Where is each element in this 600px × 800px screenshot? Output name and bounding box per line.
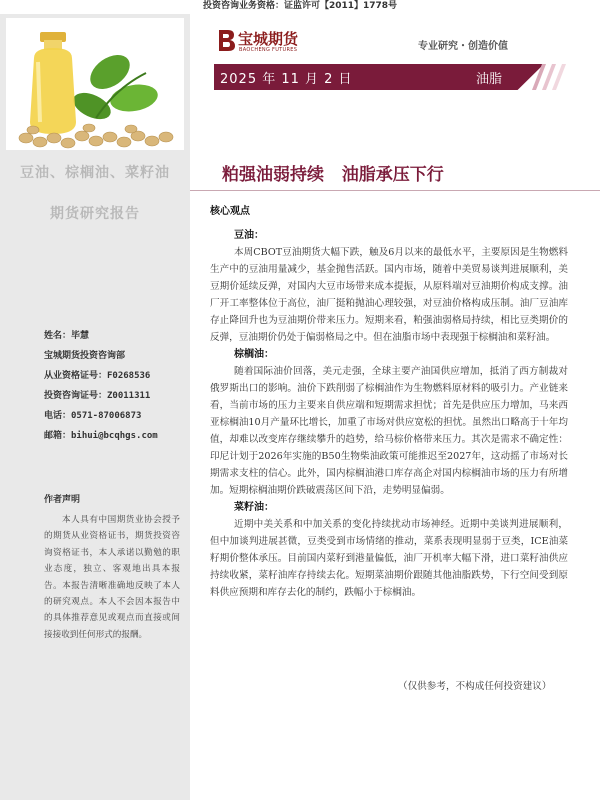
headline-divider xyxy=(190,190,600,191)
report-category-title: 豆油、棕榈油、菜籽油 xyxy=(20,165,170,181)
report-type-title: 期货研究报告 xyxy=(50,206,140,222)
analyst-email: 邮箱：bihui@bcqhgs.com xyxy=(44,431,158,441)
report-sector: 油脂 xyxy=(476,72,503,87)
declaration-title: 作者声明 xyxy=(44,495,81,505)
brand-logo xyxy=(216,27,326,57)
analyst-qualification-number: 从业资格证号：F0268536 xyxy=(44,371,151,381)
disclaimer: （仅供参考，不构成任何投资建议） xyxy=(398,681,552,692)
rapeseed-oil-body: 近期中美关系和中加关系的变化持续扰动市场神经。近期中美谈判进展顺利，但中加谈判进展甚微，豆类受到市场情绪的推动，菜系表现明显弱于豆类，ICE油菜籽期价整体承压。目前国内菜籽到港量偏低，油厂开机率大幅下滑，进口菜籽油供应持续收紧，菜籽油库存持续去化。短期菜油期价跟随其他油脂跌势，下行空间受到原料供应预期和库存去化的制约，跌幅小于棕榈油。 xyxy=(210,519,568,598)
analyst-phone: 电话：0571-87006873 xyxy=(44,411,142,421)
logo-mark-icon xyxy=(216,28,236,52)
analyst-consulting-number: 投资咨询证号：Z0011311 xyxy=(44,391,151,401)
report-headline: 粕强油弱持续 油脂承压下行 xyxy=(222,165,444,185)
report-date: 2025 年 11 月 2 日 xyxy=(220,72,353,87)
banner-stripes xyxy=(530,64,570,90)
rapeseed-oil-heading: 菜籽油： xyxy=(234,502,274,513)
core-view-label: 核心观点 xyxy=(210,206,250,217)
soybean-oil-body: 本周CBOT豆油期货大幅下跌，触及6月以来的最低水平，主要原因是生物燃料生产中的豆油用量减少，基金抛售活跃。国内市场，随着中美贸易谈判进展顺利，美豆期价延续反弹，对国内大豆市场带来成本提振，从原料端对豆油期价构成支撑。油厂开工率整体位于高位，油厂挺粕抛油心理较强，对豆油价格构成压制。油厂豆油库存止降回升也为豆油期价带来压力。短期来看，粕强油弱格局持续，相比豆类期价的反弹，豆油期价仍处于偏弱格局之中。但在油脂市场中表现强于棕榈油和菜籽油。 xyxy=(210,247,568,343)
soybean-oil-heading: 豆油： xyxy=(234,230,264,241)
analyst-department: 宝城期货投资咨询部 xyxy=(44,351,126,361)
brand-name-en: BAOCHENG FUTURES xyxy=(239,47,298,53)
declaration-body: 本人具有中国期货业协会授予的期货从业资格证书，期货投资咨询资格证书，本人承诺以勤勉的职业态度，独立、客观地出具本报告。本报告清晰准确地反映了本人的研究观点。本人不会因本报告中的具体推荐意见或观点而直接或间接接收到任何形式的报酬。 xyxy=(44,515,180,640)
cover-image xyxy=(6,18,184,150)
palm-oil-body: 随着国际油价回落，美元走强，全球主要产油国供应增加，抵消了西方制裁对俄罗斯出口的影响。油价下跌削弱了棕榈油作为生物燃料原材料的吸引力。产业链来看，当前市场的压力主要来自供应端和短期需求担忧；首先是供应压力增加，马来西亚棕榈油10月产量环比增长，加重了市场对供应宽松的担忧。虽然出口略高于十年均值，却难以改变库存继续攀升的趋势，给马棕价格带来压力。其次是需求不确定性：印尼计划于2026年实施的B50生物柴油政策可能推迟至2027年，这动摇了市场对长期需求支柱的信心。此外，国内棕榈油港口库存高企对国内棕榈油市场的压力有所增加。短期棕榈油期价跌破震荡区间下沿，走势明显偏弱。 xyxy=(210,366,568,496)
brand-name-cn: 宝城期货 xyxy=(238,30,299,48)
report-content xyxy=(210,227,568,601)
analyst-name: 姓名：毕慧 xyxy=(44,331,90,341)
brand-slogan: 专业研究・创造价值 xyxy=(418,41,508,52)
analyst-info xyxy=(44,326,184,446)
license-header: 投资咨询业务资格：证监许可【2011】1778号 xyxy=(202,1,398,11)
palm-oil-heading: 棕榈油： xyxy=(234,349,274,360)
